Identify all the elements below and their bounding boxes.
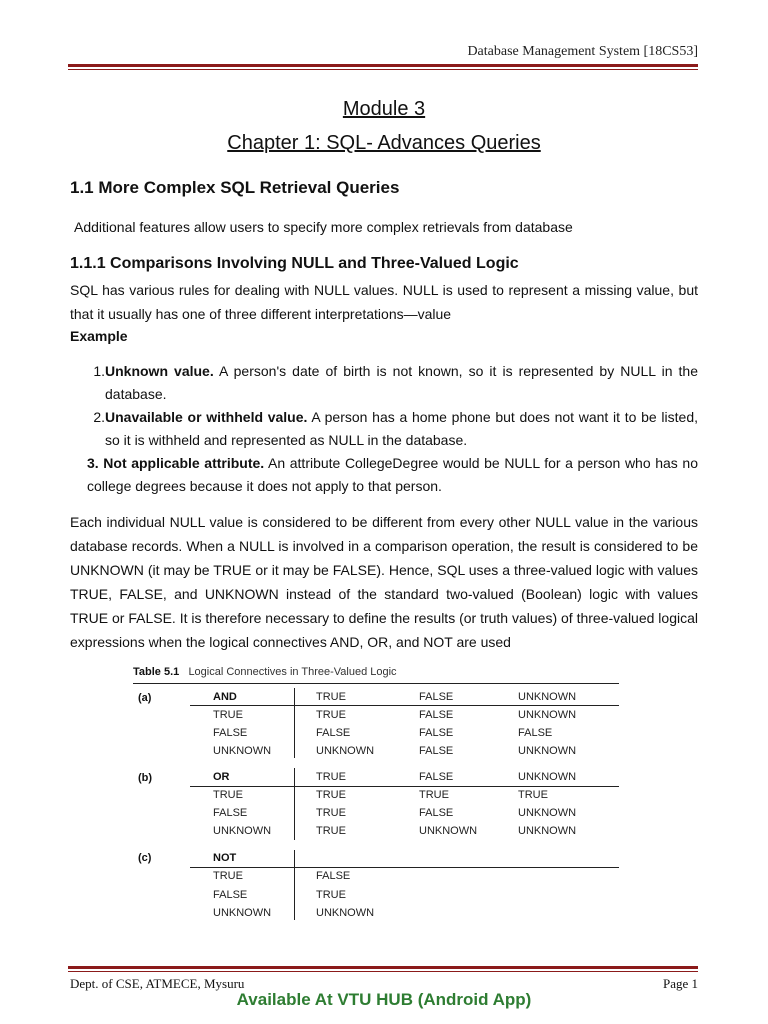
table-a-row-head: FALSE <box>213 727 248 739</box>
table-a-cell: UNKNOWN <box>518 709 577 721</box>
table-b-row-head: TRUE <box>213 789 243 801</box>
table-b-cell: UNKNOWN <box>419 825 478 837</box>
footer-banner: Available At VTU HUB (Android App) <box>236 990 532 1009</box>
list-item-body <box>87 452 698 498</box>
chapter-title: Chapter 1: SQL- Advances Queries <box>227 132 541 154</box>
list-item <box>70 406 698 452</box>
list-item-text: A person's date of birth is not known, so it is represented by NULL in the database. <box>105 363 698 402</box>
table-b-cell: TRUE <box>316 789 346 801</box>
table-a-cell: FALSE <box>419 727 454 739</box>
table-a-cell: FALSE <box>518 727 553 739</box>
table-c-row-head: UNKNOWN <box>213 907 272 919</box>
list-item <box>70 360 698 406</box>
table-b-row-head: FALSE <box>213 807 248 819</box>
table-b-cell: TRUE <box>316 825 346 837</box>
table-c-row-head: TRUE <box>213 870 243 882</box>
table-a-row-head: UNKNOWN <box>213 745 272 757</box>
table-a-cell: TRUE <box>316 709 346 721</box>
table-c-cell: TRUE <box>316 889 346 901</box>
footer-rule-thick <box>68 966 698 969</box>
list-item-body <box>105 406 698 452</box>
list-item-number: 1. <box>93 363 105 379</box>
table-caption-label: Table 5.1 <box>133 666 180 678</box>
list-item-term: Unavailable or withheld value. <box>105 409 308 425</box>
table-caption <box>133 666 397 678</box>
section-heading: 1.1 More Complex SQL Retrieval Queries <box>70 178 400 197</box>
list-item-number: 2. <box>93 409 105 425</box>
subsection-heading: 1.1.1 Comparisons Involving NULL and Three-Valued Logic <box>70 255 519 272</box>
table-a-row-head: TRUE <box>213 709 243 721</box>
table-c-cell: FALSE <box>316 870 351 882</box>
table-b-label: (b) <box>138 772 153 784</box>
table-top-rule <box>133 683 619 684</box>
table-a-divider <box>294 688 295 758</box>
list-item <box>70 452 698 498</box>
table-a-operator: AND <box>213 691 237 703</box>
table-c-cell: UNKNOWN <box>316 907 375 919</box>
table-a-cell: FALSE <box>316 727 351 739</box>
paragraph-three-valued-logic: Each individual NULL value is considered to be different from every other NULL value in the various database records. When a NULL is involved in a comparison operation, the result is considered to be UNKNOWN (it may be TRUE or it may be FALSE). Hence, SQL uses a three-valued logic with values TRUE, FALSE, and UNKNOWN instead of the standard two-valued (Boolean) logic with values TRUE or FALSE. It is therefore necessary to define the results (or truth values) of three-valued logical expressions when the logical connectives AND, OR, and NOT are used <box>70 514 698 650</box>
table-b-col: UNKNOWN <box>518 771 577 783</box>
table-b-cell: FALSE <box>419 807 454 819</box>
table-b-col: TRUE <box>316 771 346 783</box>
table-c-row-head: FALSE <box>213 889 248 901</box>
table-c-operator: NOT <box>213 852 237 864</box>
list-item-term: Unknown value. <box>105 363 214 379</box>
table-a-cell: FALSE <box>419 745 454 757</box>
example-label: Example <box>70 328 128 344</box>
table-a-cell: UNKNOWN <box>316 745 375 757</box>
table-a-col: UNKNOWN <box>518 691 577 703</box>
table-b-cell: TRUE <box>419 789 449 801</box>
list-item-number-hidden <box>70 452 87 498</box>
list-item-text: An attribute CollegeDegree would be NULL for a person who has no college degrees because it does not apply to that person. <box>87 455 698 494</box>
list-item-text: A person has a home phone but does not want it to be listed, so it is withheld and represented as NULL in the database. <box>105 409 698 448</box>
table-b-cell: UNKNOWN <box>518 807 577 819</box>
table-b-row-head: UNKNOWN <box>213 825 272 837</box>
header-rule-thick <box>68 64 698 67</box>
table-c-label: (c) <box>138 852 152 864</box>
footer-department: Dept. of CSE, ATMECE, Mysuru <box>70 976 245 991</box>
null-interpretation-list <box>70 360 698 498</box>
table-a-cell: UNKNOWN <box>518 745 577 757</box>
table-a-cell: FALSE <box>419 709 454 721</box>
table-b-header-rule <box>190 786 619 787</box>
footer-page-number: Page 1 <box>662 976 698 991</box>
page-header-course: Database Management System [18CS53] <box>467 44 698 59</box>
table-b-cell: TRUE <box>518 789 548 801</box>
table-a-label: (a) <box>138 692 152 704</box>
table-b-cell: UNKNOWN <box>518 825 577 837</box>
table-c-divider <box>294 850 295 920</box>
table-b-divider <box>294 768 295 840</box>
module-title: Module 3 <box>342 98 426 120</box>
table-a-header-rule <box>190 705 619 706</box>
list-item-body <box>105 360 698 406</box>
section-intro: Additional features allow users to specify more complex retrievals from database <box>74 219 573 235</box>
table-b-operator: OR <box>213 771 230 783</box>
footer-rule-thin <box>68 971 698 972</box>
table-caption-text: Logical Connectives in Three-Valued Logic <box>188 666 397 678</box>
table-c-header-rule <box>190 867 619 868</box>
table-b-col: FALSE <box>419 771 454 783</box>
header-rule-thin <box>68 69 698 70</box>
list-item-term: 3. Not applicable attribute. <box>87 455 265 471</box>
table-b-cell: TRUE <box>316 807 346 819</box>
table-a-col: TRUE <box>316 691 346 703</box>
paragraph-null-rules: SQL has various rules for dealing with NULL values. NULL is used to represent a missing value, but that it usually has one of three different interpretations—value <box>70 282 698 322</box>
table-a-col: FALSE <box>419 691 454 703</box>
